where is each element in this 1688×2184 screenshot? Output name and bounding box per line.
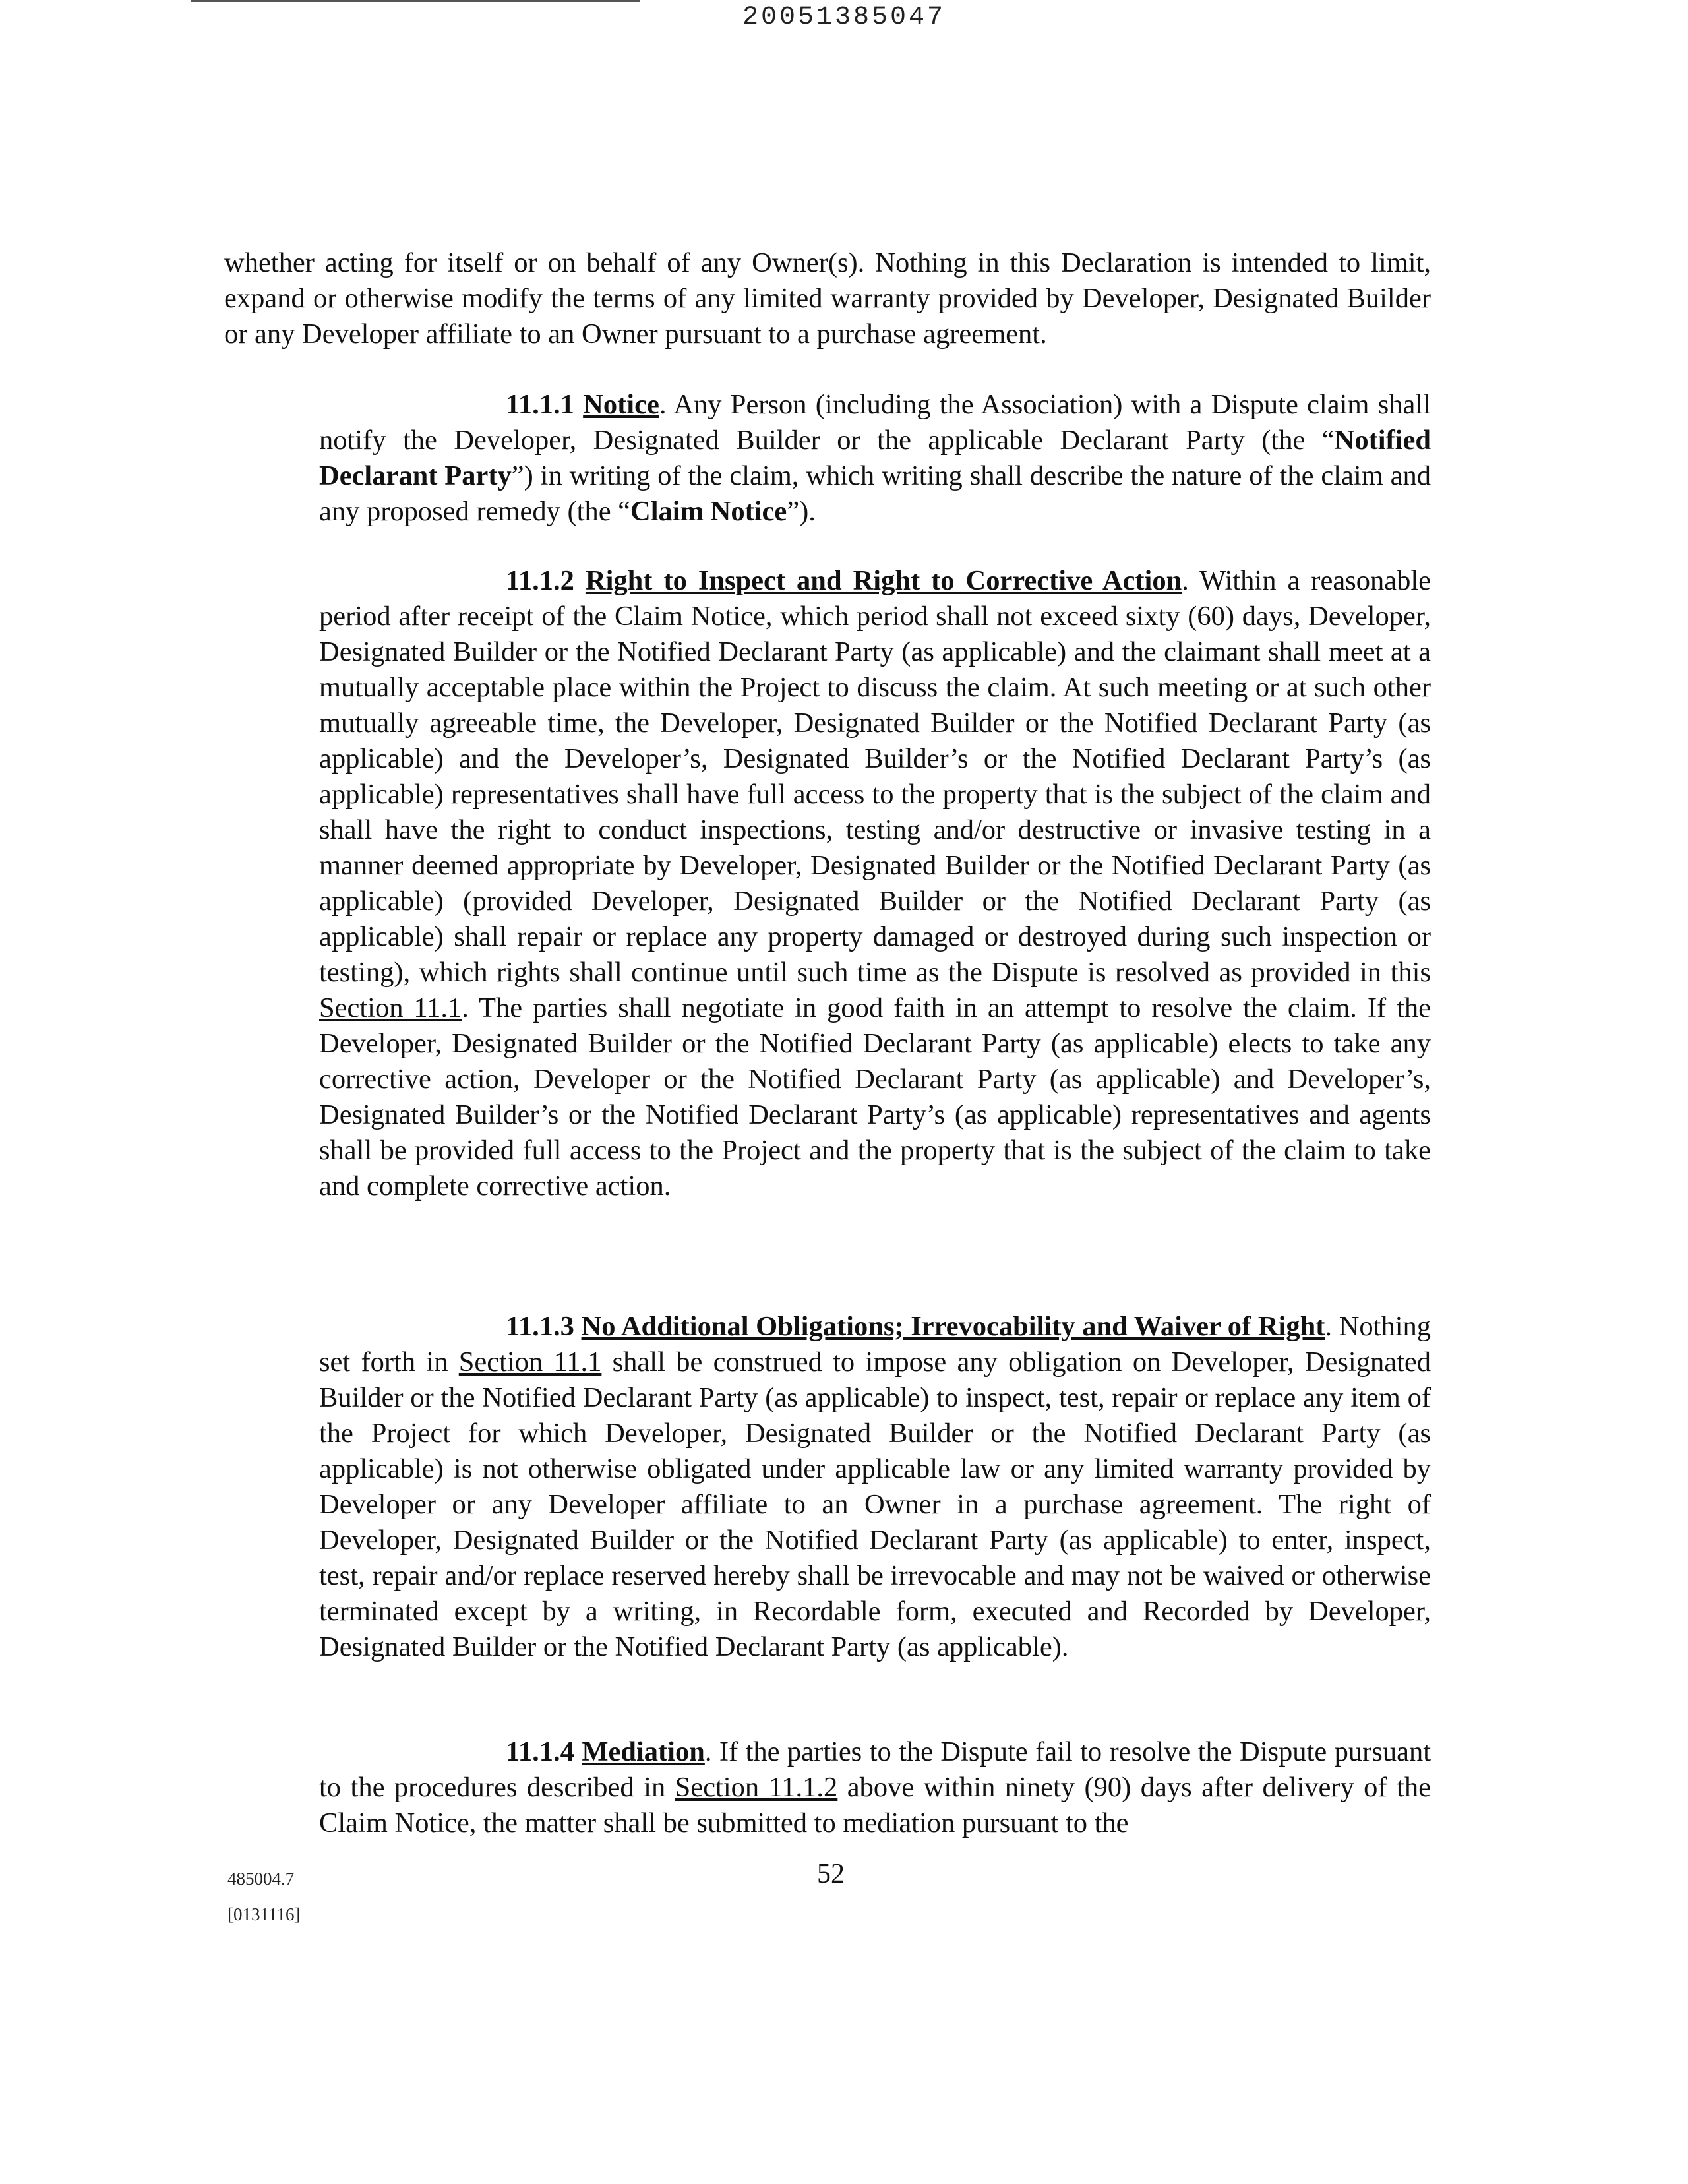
section-number: 11.1.3 [506,1311,574,1342]
defined-term: Claim Notice [630,496,787,527]
top-scan-rule [191,0,640,2]
section-text: ”). [787,496,816,527]
section-text: . Nothing set forth in [319,1311,1432,1378]
defined-term: Notified Declarant Party [319,425,1431,491]
footer-doc-ref: 485004.7 [227,1869,295,1889]
section-text: ”) in writing of the claim, which writing shall describe the nature of the claim and any proposed remedy (the “ [319,460,1431,527]
section-number: 11.1.2 [506,565,574,596]
section-number: 11.1.4 [506,1736,574,1767]
section-text: . The parties shall negotiate in good faith in an attempt to resolve the claim. If the Developer, Designated Builder or the Notified Declarant Party (as applicable) elects to take any corrective action, Developer or the Notified Declarant Party (as applicable) and Developer’s, Designated Builder’s or the Notified Declarant Party’s (as applicable) representatives and agents shall be provided full access to the Project and the property that is the subject of the claim to take and complete corrective action. [319,992,1431,1201]
section-11-1-2 [319,563,1431,1204]
section-text: . Any Person (including the Association) with a Dispute claim shall notify the Developer, Designated Builder or the applicable Declarant Party (the “ [319,389,1431,456]
section-heading: No Additional Obligations; Irrevocability and Waiver of Right [581,1311,1325,1342]
section-number: 11.1.1 [506,389,574,420]
section-cross-reference: Section 11.1.2 [675,1772,838,1803]
paragraph-text: whether acting for itself or on behalf of any Owner(s). Nothing in this Declaration is intended to limit, expand or otherwise modify the terms of any limited warranty provided by Developer, Designated Builder or any Developer affiliate to an Owner pursuant to a purchase agreement. [224,247,1431,349]
section-heading: Mediation [582,1736,705,1767]
section-cross-reference: Section 11.1 [458,1347,602,1378]
document-id: 20051385047 [742,3,946,32]
section-text: shall be construed to impose any obligation on Developer, Designated Builder or the Notified Declarant Party (as applicable) to inspect, test, repair or replace any item of the Project for which Developer, Designated Builder or the Notified Declarant Party (as applicable) is not otherwise obligated under applicable law or any limited warranty provided by Developer or any Developer affiliate to an Owner in a purchase agreement. The right of Developer, Designated Builder or the Notified Declarant Party (as applicable) to enter, inspect, test, repair and/or replace reserved hereby shall be irrevocable and may not be waived or otherwise terminated except by a writing, in Recordable form, executed and Recorded by Developer, Designated Builder or the Notified Declarant Party (as applicable). [319,1347,1432,1662]
section-11-1-1 [319,387,1431,530]
section-heading: Notice [583,389,659,420]
section-11-1-3 [319,1309,1431,1665]
footer-client-ref: [0131116] [227,1904,301,1924]
section-text: above within ninety (90) days after delivery of the Claim Notice, the matter shall be submitted to mediation pursuant to the [319,1772,1431,1838]
section-text: . Within a reasonable period after receipt of the Claim Notice, which period shall not exceed sixty (60) days, Developer, Designated Builder or the Notified Declarant Party (as applicable) and the claimant shall meet at a mutually acceptable place within the Project to discuss the claim. At such meeting or at such other mutually agreeable time, the Developer, Designated Builder or the Notified Declarant Party (as applicable) and the Developer’s, Designated Builder’s or the Notified Declarant Party’s (as applicable) representatives shall have full access to the property that is the subject of the claim and shall have the right to conduct inspections, testing and/or destructive or invasive testing in a manner deemed appropriate by Developer, Designated Builder or the Notified Declarant Party (as applicable) (provided Developer, Designated Builder or the Notified Declarant Party (as applicable) shall repair or replace any property damaged or destroyed during such inspection or testing), which rights shall continue until such time as the Dispute is resolved as provided in this [319,565,1432,988]
paragraph-continuation [224,245,1431,352]
section-11-1-4 [319,1734,1431,1841]
page-number: 52 [817,1859,845,1889]
section-cross-reference: Section 11.1 [319,992,462,1023]
section-heading: Right to Inspect and Right to Corrective Action [585,565,1182,596]
section-text: . If the parties to the Dispute fail to resolve the Dispute pursuant to the procedures described in [319,1736,1432,1803]
